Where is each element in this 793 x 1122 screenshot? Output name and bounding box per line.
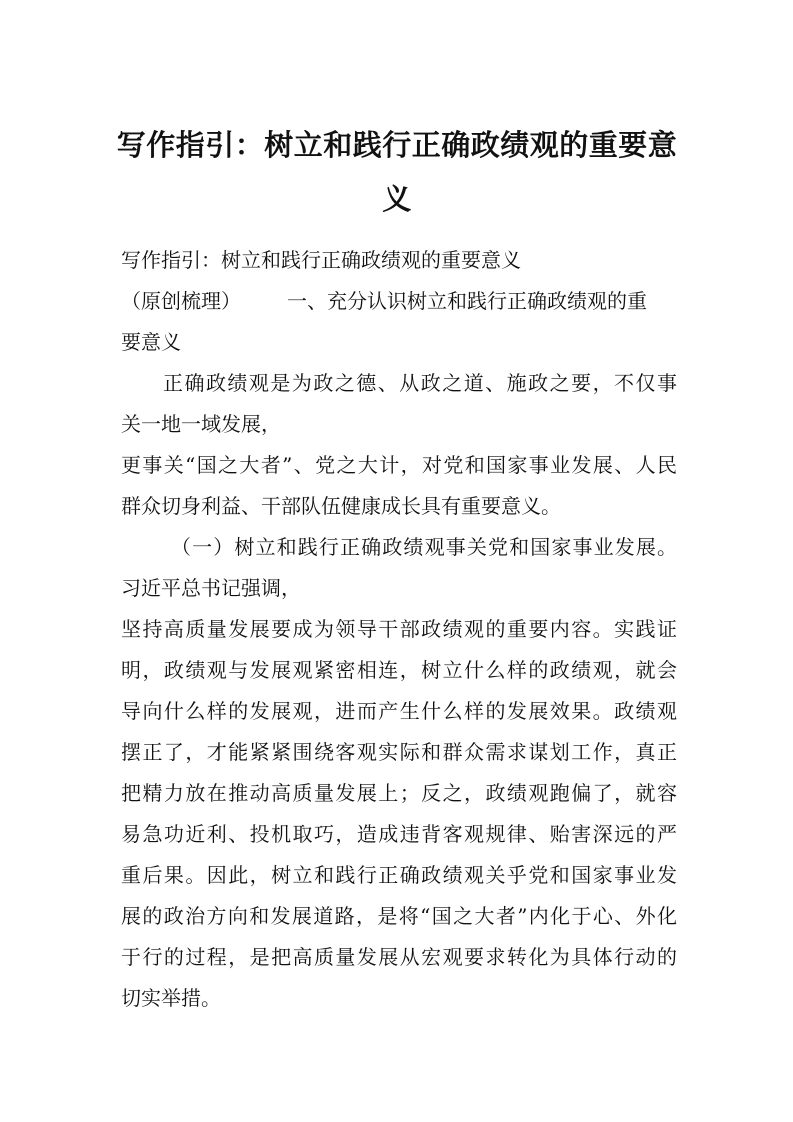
paragraph-line: 易急功近利、投机取巧，造成违背客观规律、贻害深远的严 xyxy=(121,822,677,846)
paragraph-line: 习近平总书记强调， xyxy=(121,576,301,600)
title-line-2: 义 xyxy=(382,182,412,216)
paragraph-line: 把精力放在推动高质量发展上；反之，政绩观跑偏了，就容 xyxy=(121,781,677,805)
section-heading-line xyxy=(121,281,677,322)
paragraph-line: 展的政治方向和发展道路，是将“国之大者”内化于心、外化 xyxy=(121,904,677,928)
paragraph-line: 重后果。因此，树立和践行正确政绩观关乎党和国家事业发 xyxy=(121,863,677,887)
origin-note: （原创梳理） xyxy=(121,289,241,313)
paragraph-line: 坚持高质量发展要成为领导干部政绩观的重要内容。实践证 xyxy=(121,617,677,641)
paragraph-line: 关一地一域发展， xyxy=(121,412,281,436)
paragraph-line: 正确政绩观是为政之德、从政之道、施政之要，不仅事 xyxy=(163,371,677,395)
document-title xyxy=(112,118,682,226)
paragraph-line: 明，政绩观与发展观紧密相连，树立什么样的政绩观，就会 xyxy=(121,658,677,682)
section-heading-continuation: 要意义 xyxy=(121,330,181,354)
paragraph-line: 更事关“国之大者”、党之大计，对党和国家事业发展、人民 xyxy=(121,453,677,477)
section-heading-text: 一、充分认识树立和践行正确政绩观的重 xyxy=(287,289,647,313)
subsection-heading-line: （一）树立和践行正确政绩观事关党和国家事业发展。 xyxy=(171,535,677,559)
paragraph-line: 切实举措。 xyxy=(121,986,221,1010)
paragraph-line: 群众切身利益、干部队伍健康成长具有重要意义。 xyxy=(121,494,561,518)
paragraph-line: 于行的过程，是把高质量发展从宏观要求转化为具体行动的 xyxy=(121,945,677,969)
subtitle-line: 写作指引：树立和践行正确政绩观的重要意义 xyxy=(121,248,521,272)
document-body xyxy=(121,240,677,1019)
paragraph-line: 导向什么样的发展观，进而产生什么样的发展效果。政绩观 xyxy=(121,699,677,723)
paragraph-line: 摆正了，才能紧紧围绕客观实际和群众需求谋划工作，真正 xyxy=(121,740,677,764)
title-line-1: 写作指引：树立和践行正确政绩观的重要意 xyxy=(116,128,678,162)
